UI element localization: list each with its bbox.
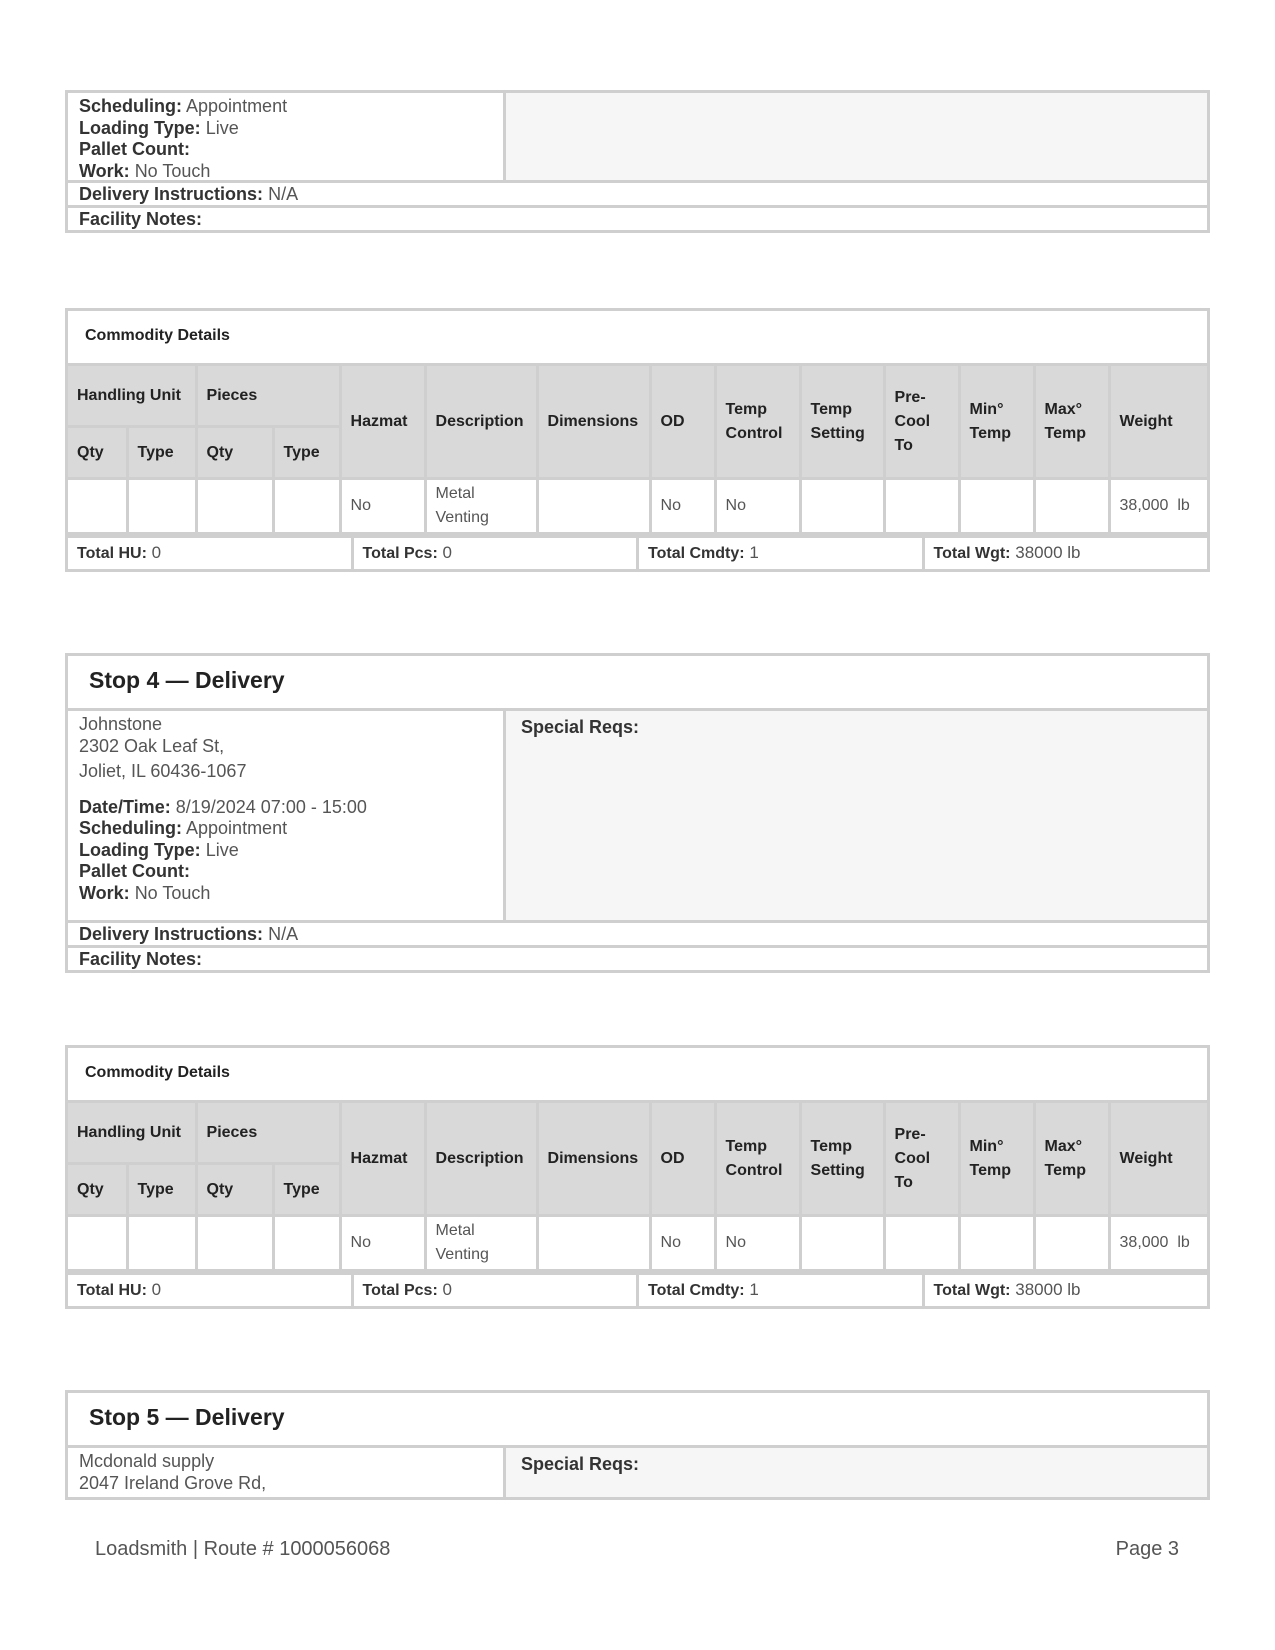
stop-4-details bbox=[68, 711, 506, 920]
header-min-temp: Min° Temp bbox=[959, 1103, 1034, 1216]
loading-type-line: Loading Type: Live bbox=[79, 117, 239, 138]
stop-5-details bbox=[68, 1448, 506, 1497]
cell-hazmat: No bbox=[340, 479, 425, 534]
stop-5-title: Stop 5 — Delivery bbox=[68, 1393, 1207, 1448]
header-hazmat: Hazmat bbox=[340, 366, 425, 479]
table-row bbox=[68, 479, 1207, 534]
street-address: 2047 Ireland Grove Rd, bbox=[79, 1472, 267, 1493]
header-hazmat: Hazmat bbox=[340, 1103, 425, 1216]
cell-precool bbox=[884, 479, 959, 534]
header-pc-qty: Qty bbox=[196, 427, 273, 479]
header-pieces: Pieces bbox=[196, 1103, 340, 1164]
total-hu: Total HU: 0 bbox=[68, 538, 354, 569]
delivery-instructions: Delivery Instructions: N/A bbox=[68, 920, 1207, 945]
cell-min-temp bbox=[959, 479, 1034, 534]
header-pc-qty: Qty bbox=[196, 1164, 273, 1216]
cell-weight: 38,000 lb bbox=[1109, 479, 1207, 534]
header-temp-setting: Temp Setting bbox=[800, 366, 884, 479]
cell-temp-control: No bbox=[715, 1216, 800, 1271]
cell-od: No bbox=[650, 1216, 715, 1271]
pallet-count-line: Pallet Count: bbox=[79, 139, 190, 159]
commodity-title: Commodity Details bbox=[68, 1048, 1207, 1103]
cell-weight: 38,000 lb bbox=[1109, 1216, 1207, 1271]
commodity-details-2 bbox=[65, 1045, 1210, 1309]
cell-precool bbox=[884, 1216, 959, 1271]
facility-name: Johnstone bbox=[79, 714, 163, 734]
header-precool: Pre-Cool To bbox=[884, 366, 959, 479]
facility-notes: Facility Notes: bbox=[68, 205, 1207, 230]
pallet-count-line: Pallet Count: bbox=[79, 861, 190, 881]
stop-3-details bbox=[68, 93, 506, 180]
cell-pc-qty bbox=[196, 479, 273, 534]
cell-od: No bbox=[650, 479, 715, 534]
header-hu-qty: Qty bbox=[68, 1164, 127, 1216]
stop-3-info-box bbox=[65, 90, 1210, 233]
header-description: Description bbox=[425, 366, 537, 479]
header-dimensions: Dimensions bbox=[537, 366, 650, 479]
header-od: OD bbox=[650, 366, 715, 479]
datetime-line: Date/Time: 8/19/2024 07:00 - 15:00 bbox=[79, 796, 367, 817]
header-hu-qty: Qty bbox=[68, 427, 127, 479]
header-handling-unit: Handling Unit bbox=[68, 1103, 196, 1164]
delivery-instructions: Delivery Instructions: N/A bbox=[68, 180, 1207, 205]
total-wgt: Total Wgt: 38000 lb bbox=[933, 543, 1081, 562]
cell-dimensions bbox=[537, 1216, 650, 1271]
header-weight: Weight bbox=[1109, 366, 1207, 479]
scheduling-line: Scheduling: Appointment bbox=[79, 818, 288, 838]
footer-page-number: Page 3 bbox=[1115, 1538, 1179, 1560]
cell-hu-qty bbox=[68, 479, 127, 534]
facility-notes: Facility Notes: bbox=[68, 945, 1207, 970]
cell-pc-type bbox=[273, 1216, 340, 1271]
header-dimensions: Dimensions bbox=[537, 1103, 650, 1216]
footer-route: Loadsmith | Route # 1000056068 bbox=[95, 1538, 391, 1560]
cell-temp-setting bbox=[800, 479, 884, 534]
commodity-table bbox=[68, 366, 1207, 535]
special-reqs-label: Special Reqs: bbox=[521, 1454, 640, 1474]
city-state-zip: Joliet, IL 60436-1067 bbox=[79, 761, 247, 781]
total-cmdty: Total Cmdty: 1 bbox=[639, 1275, 925, 1306]
loading-type-line: Loading Type: Live bbox=[79, 839, 239, 860]
commodity-totals bbox=[68, 535, 1207, 569]
cell-temp-setting bbox=[800, 1216, 884, 1271]
cell-dimensions bbox=[537, 479, 650, 534]
header-pc-type: Type bbox=[273, 1164, 340, 1216]
cell-pc-type bbox=[273, 479, 340, 534]
work-line: Work: No Touch bbox=[79, 882, 211, 903]
facility-name: Mcdonald supply bbox=[79, 1451, 215, 1471]
special-reqs-panel bbox=[506, 1448, 1207, 1497]
header-od: OD bbox=[650, 1103, 715, 1216]
cell-max-temp bbox=[1034, 1216, 1109, 1271]
commodity-totals bbox=[68, 1272, 1207, 1306]
cell-temp-control: No bbox=[715, 479, 800, 534]
header-temp-control: Temp Control bbox=[715, 366, 800, 479]
scheduling-line: Scheduling: Appointment bbox=[79, 96, 288, 116]
work-line: Work: No Touch bbox=[79, 160, 211, 181]
header-pc-type: Type bbox=[273, 427, 340, 479]
total-cmdty: Total Cmdty: 1 bbox=[639, 538, 925, 569]
header-min-temp: Min° Temp bbox=[959, 366, 1034, 479]
cell-hazmat: No bbox=[340, 1216, 425, 1271]
total-wgt: Total Wgt: 38000 lb bbox=[933, 1280, 1081, 1299]
total-pcs: Total Pcs: 0 bbox=[354, 1275, 640, 1306]
cell-min-temp bbox=[959, 1216, 1034, 1271]
cell-hu-type bbox=[127, 479, 196, 534]
header-description: Description bbox=[425, 1103, 537, 1216]
header-hu-type: Type bbox=[127, 427, 196, 479]
commodity-details-1 bbox=[65, 308, 1210, 572]
header-precool: Pre-Cool To bbox=[884, 1103, 959, 1216]
header-pieces: Pieces bbox=[196, 366, 340, 427]
stop-5-box bbox=[65, 1390, 1210, 1500]
stop-4-title: Stop 4 — Delivery bbox=[68, 656, 1207, 711]
header-handling-unit: Handling Unit bbox=[68, 366, 196, 427]
special-reqs-panel bbox=[506, 711, 1207, 920]
street-address: 2302 Oak Leaf St, bbox=[79, 735, 225, 756]
cell-hu-type bbox=[127, 1216, 196, 1271]
stop-3-special-panel bbox=[506, 93, 1207, 180]
header-max-temp: Max° Temp bbox=[1034, 1103, 1109, 1216]
cell-max-temp bbox=[1034, 479, 1109, 534]
cell-pc-qty bbox=[196, 1216, 273, 1271]
stop-4-box bbox=[65, 653, 1210, 973]
header-temp-setting: Temp Setting bbox=[800, 1103, 884, 1216]
commodity-title: Commodity Details bbox=[68, 311, 1207, 366]
header-hu-type: Type bbox=[127, 1164, 196, 1216]
header-max-temp: Max° Temp bbox=[1034, 366, 1109, 479]
total-hu: Total HU: 0 bbox=[68, 1275, 354, 1306]
cell-description: Metal Venting bbox=[425, 479, 537, 534]
cell-hu-qty bbox=[68, 1216, 127, 1271]
table-row bbox=[68, 1216, 1207, 1271]
cell-description: Metal Venting bbox=[425, 1216, 537, 1271]
header-weight: Weight bbox=[1109, 1103, 1207, 1216]
commodity-table bbox=[68, 1103, 1207, 1272]
total-pcs: Total Pcs: 0 bbox=[354, 538, 640, 569]
special-reqs-label: Special Reqs: bbox=[521, 717, 640, 737]
header-temp-control: Temp Control bbox=[715, 1103, 800, 1216]
